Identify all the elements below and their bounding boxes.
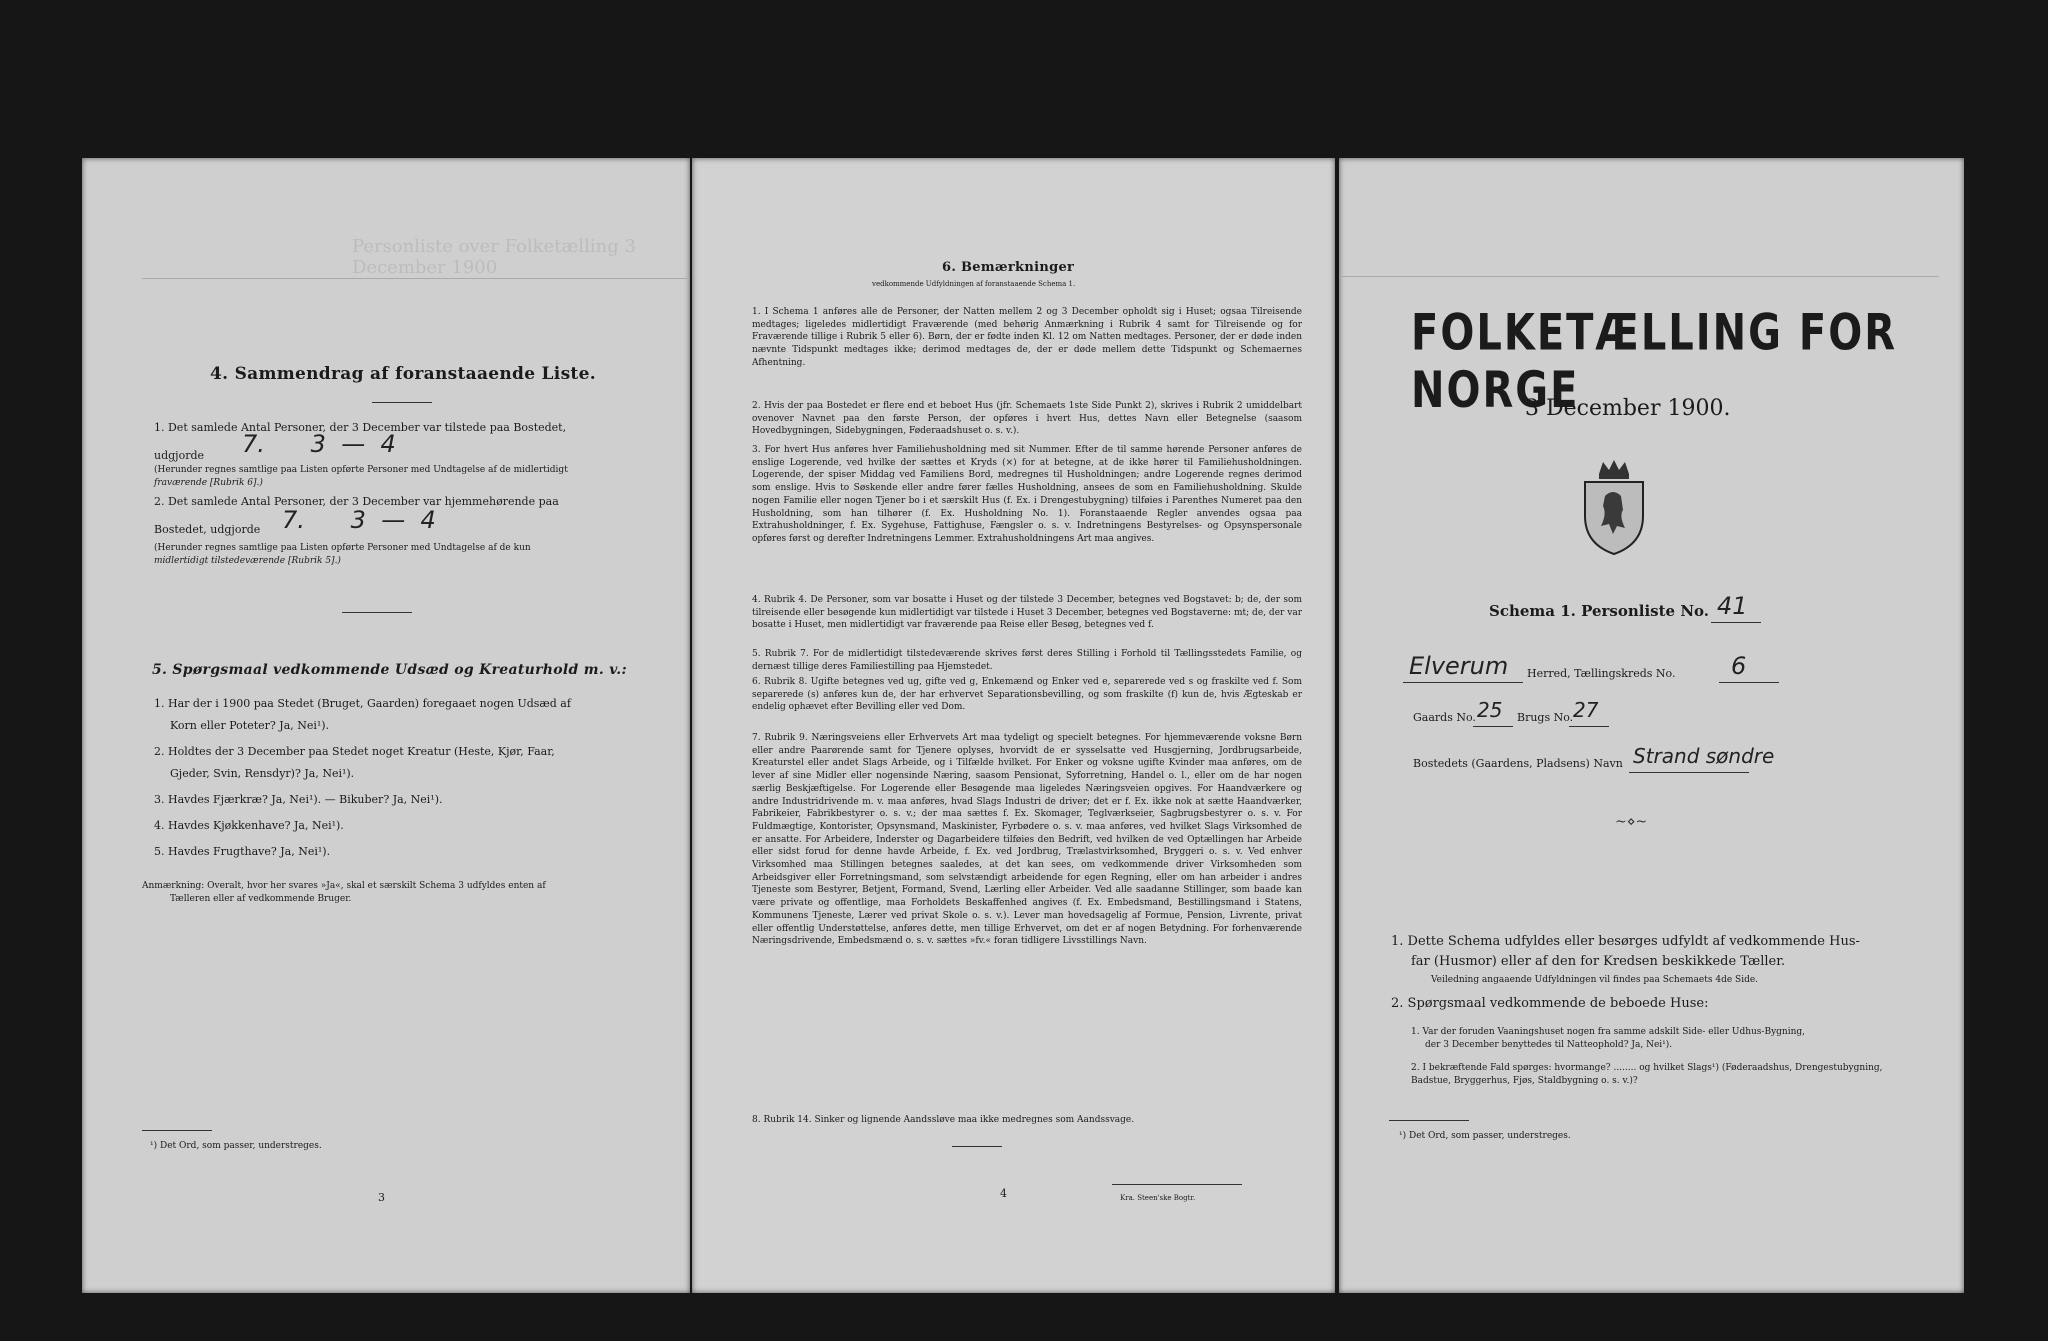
- page-number: 4: [1000, 1187, 1007, 1200]
- underline: [1719, 682, 1779, 683]
- remarks-subtitle: vedkommende Udfyldningen af foranstaaende Schema 1.: [872, 280, 1076, 288]
- gaards-label: Gaards No.: [1413, 711, 1476, 724]
- instruction2-2: 2. I bekræftende Fald spørges: hvormange? ........ og hvilket Slags¹) (Føderaadshus, Drengestubygning, Badstue, Bryggerhus, Fjøs, Staldbygning o. s. v.)?: [1411, 1063, 1883, 1086]
- remark-item-5: 5. Rubrik 7. For de midlertidigt tilstedeværende skrives først deres Stilling i Forhold til Tællingsstedets Familie, og dernæst tillige deres Familiestilling paa Hjemstedet.: [752, 649, 1302, 672]
- item1-note2: fraværende [Rubrik 6].): [154, 478, 263, 488]
- underline: [1711, 622, 1761, 623]
- section5-title: 5. Spørgsmaal vedkommende Udsæd og Kreaturhold m. v.:: [152, 662, 627, 678]
- remarks-title: 6. Bemærkninger: [942, 260, 1075, 275]
- printer-mark: Kra. Steen'ske Bogtr.: [1120, 1194, 1196, 1202]
- instruction2-1-line2: der 3 December benyttedes til Natteophold? Ja, Nei¹).: [1425, 1040, 1673, 1050]
- schema-handwritten-number: 41: [1717, 592, 1748, 620]
- left-page: [82, 158, 690, 1293]
- item2-note1: (Herunder regnes samtlige paa Listen opførte Personer med Undtagelse af de kun: [154, 543, 531, 553]
- page-number: 3: [378, 1191, 385, 1204]
- herred-label: Herred, Tællingskreds No.: [1527, 667, 1676, 680]
- right-page: [1339, 158, 1964, 1293]
- printer-rule: [1112, 1184, 1242, 1185]
- footnote-rule: [1389, 1120, 1469, 1121]
- gaards-handwritten: 25: [1477, 698, 1503, 722]
- q5: 5. Havdes Frugthave? Ja, Nei¹).: [154, 845, 331, 858]
- item2-line1: 2. Det samlede Antal Personer, der 3 December var hjemmehørende paa: [154, 495, 559, 508]
- kreds-handwritten: 6: [1731, 652, 1747, 680]
- section4-title: 4. Sammendrag af foranstaaende Liste.: [210, 364, 596, 384]
- instruction2-1-line1: 1. Var der foruden Vaaningshuset nogen fra samme adskilt Side- eller Udhus-Bygning,: [1411, 1027, 1806, 1037]
- annotation-line2: Tælleren eller af vedkommende Bruger.: [170, 894, 352, 904]
- item2-line2-prefix: Bostedet, udgjorde: [154, 523, 261, 536]
- q1-line1: 1. Har der i 1900 paa Stedet (Bruget, Gaarden) foregaaet nogen Udsæd af: [154, 697, 571, 710]
- remark-item-7: 7. Rubrik 9. Næringsveiens eller Erhvervets Art maa tydeligt og specielt betegnes. For hjemmeværende voksne Børn eller andre Paarørende samt for Tjenere oplyses, hvorvidt de er sysselsatte ved Husgjerning, Jordbrugsarbeide, Kreaturstel eller andet Slags Arbeide, og i Tilfælde hvilket. For Enker og voksne ugifte Kvinder maa anføres, om de lever af sine Midler eller nogensinde Næring, saasom Pensionat, Syforretning, Handel o. l., eller om de har nogen særlig Beskjæftigelse. For Logerende eller Besøgende maa ligeledes Næringsveien opgives. For Haandværkere og andre Industridrivende m. v. maa anføres, hvad Slags Industri de driver; det er f. Ex. ikke nok at sætte Haandværker, Fabrikeier, Fabrikbestyrer o. s. v.; der maa sættes f. Ex. Skomager, Teglværkseier, Sagbrugsbestyrer o. s. v. For Fuldmægtige, Kontorister, Opsynsmand, Maskinister, Fyrbødere o. s. v. maa anføres, ved hvilket Slags Virksomhed de er ansatte. For Arbeidere, Inderster og Dagarbeidere tilføies den Bedrift, ved hvilken de ved Optællingen har Arbeide eller sidst forud for denne havde Arbeide, f. Ex. ved Jordbrug, Trælastvirksomhed, Bryggeri o. s. v. Ved enhver Virksomhed maa Stillingen betegnes saaledes, at det kan sees, om vedkommende driver Virksomheden som Arbeidsgiver eller Forretningsmand, som selvstændigt arbeidende for egen Regning, eller om han arbeider i andres Tjeneste som Bestyrer, Betjent, Formand, Svend, Lærling eller Arbeider. Ved alle saadanne Stillinger, som baade kan være private og offentlige, maa Forholdets Beskaffenhed angives (f. Ex. Embedsmand, Bestillingsmand i Statens, Kommunens Tjeneste, Lærer ved privat Skole o. s. v.). Lever man hovedsagelig af Formue, Pension, Livrente, privat eller offentlig Understøttelse, anføres dette, men tillige Erhvervet, om det er af nogen Betydning. For forhenværende Næringsdrivende, Embedsmænd o. s. v. sættes »fv.« foran tidligere Livsstillings Navn.: [752, 733, 1302, 947]
- divider: [952, 1146, 1002, 1147]
- instruction1-line1: 1. Dette Schema udfyldes eller besørges udfyldt af vedkommende Hus-: [1391, 934, 1860, 949]
- q3: 3. Havdes Fjærkræ? Ja, Nei¹). — Bikuber? Ja, Nei¹).: [154, 793, 443, 806]
- form-title: FOLKETÆLLING FOR NORGE: [1411, 304, 1898, 420]
- item2-note2: midlertidigt tilstedeværende [Rubrik 5].): [154, 556, 341, 566]
- instruction1-note: Veiledning angaaende Udfyldningen vil findes paa Schemaets 4de Side.: [1431, 975, 1759, 985]
- bosted-label: Bostedets (Gaardens, Pladsens) Navn: [1413, 757, 1623, 770]
- middle-page: [692, 158, 1335, 1293]
- instruction2: 2. Spørgsmaal vedkommende de beboede Huse:: [1391, 996, 1709, 1011]
- remark-item-6: 6. Rubrik 8. Ugifte betegnes ved ug, gifte ved g, Enkemænd og Enker ved e, separerede ved s og fraskilte ved f. Som separerede (s) anføres kun de, der har erhvervet Separationsbevilling, og som fraskilte (f) kun de, hvis Ægteskab er endelig ophævet efter Bevilling eller ved Dom.: [752, 677, 1302, 713]
- item1-line2-prefix: udgjorde: [154, 449, 205, 462]
- bosted-handwritten: Strand søndre: [1633, 744, 1775, 768]
- form-date: 3 December 1900.: [1525, 396, 1731, 421]
- q1-line2: Korn eller Poteter? Ja, Nei¹).: [170, 719, 330, 732]
- remark-item-1: 1. I Schema 1 anføres alle de Personer, der Natten mellem 2 og 3 December opholdt sig i Huset; ogsaa Tilreisende medtages; ligeledes midlertidigt Fraværende (med behørig Anmærkning i Rubrik 4 samt for Tilreisende og for Fraværende tillige i Rubrik 5 eller 6). Børn, der er fødte inden Kl. 12 om Natten medtages. Personer, der er døde inden nævnte Tidspunkt medtages ikke; derimod medtages de, der er døde mellem dette Tidspunkt og Schemaernes Afhentning.: [752, 307, 1302, 368]
- coat-of-arms-icon: [1579, 458, 1649, 558]
- annotation-line1: Anmærkning: Overalt, hvor her svares »Ja«, skal et særskilt Schema 3 udfyldes enten af: [142, 881, 546, 891]
- divider: [372, 402, 432, 403]
- herred-handwritten: Elverum: [1409, 652, 1509, 680]
- footnote: ¹) Det Ord, som passer, understreges.: [150, 1141, 322, 1151]
- remark-item-8: 8. Rubrik 14. Sinker og lignende Aandssløve maa ikke medregnes som Aandssvage.: [752, 1115, 1135, 1125]
- underline: [1569, 726, 1609, 727]
- footnote: ¹) Det Ord, som passer, understreges.: [1399, 1131, 1571, 1141]
- item1-line1: 1. Det samlede Antal Personer, der 3 December var tilstede paa Bostedet,: [154, 421, 567, 434]
- remark-item-4: 4. Rubrik 4. De Personer, som var bosatte i Huset og der tilstede 3 December, betegnes ved Bogstavet: b; de, der som tilreisende eller besøgende kun midlertidigt var tilstede i Huset 3 December, betegnes ved Bogstaverne: mt; de, der var bosatte i Huset, men midlertidigt var fraværende paa Reise eller Besøg, betegnes ved f.: [752, 595, 1302, 631]
- q4: 4. Havdes Kjøkkenhave? Ja, Nei¹).: [154, 819, 344, 832]
- item1-handwritten-count: 7. 3 — 4: [242, 430, 396, 458]
- remark-item-2: 2. Hvis der paa Bostedet er flere end et beboet Hus (jfr. Schemaets 1ste Side Punkt 2), skrives i Rubrik 2 umiddelbart ovenover Navnet paa den første Person, der opføres i hvert Hus, dettes Navn eller Betegnelse (saasom Hovedbygningen, Sidebygningen, Føderaadshuset o. s. v.).: [752, 401, 1302, 437]
- item2-handwritten-count: 7. 3 — 4: [282, 506, 436, 534]
- item1-note1: (Herunder regnes samtlige paa Listen opførte Personer med Undtagelse af de midlertidigt: [154, 465, 568, 475]
- underline: [1473, 726, 1513, 727]
- ornament-divider: ~⋄~: [1615, 814, 1648, 830]
- brugs-label: Brugs No.: [1517, 711, 1574, 724]
- top-rule: [1339, 276, 1939, 277]
- faint-rule: [142, 278, 690, 279]
- q2-line2: Gjeder, Svin, Rensdyr)? Ja, Nei¹).: [170, 767, 355, 780]
- instruction1-line2: far (Husmor) eller af den for Kredsen beskikkede Tæller.: [1411, 954, 1786, 969]
- remark-item-3: 3. For hvert Hus anføres hver Familiehusholdning med sit Nummer. Efter de til samme hørende Personer anføres de enslige Logerende, ved hvilke der sættes et Kryds (×) for at betegne, at de ikke hører til Familiehusholdningen. Logerende, der spiser Middag ved Familiens Bord, medregnes til Husholdningen; andre Logerende regnes derimod som enslige. Hvis to Søskende eller andre fører fælles Husholdning, ansees de som en Familiehusholdning. Skulde nogen Familie eller nogen Tjener bo i et særskilt Hus (f. Ex. i Drengestubygning) tilføies i Parenthes Numeret paa den Husholdning, som han tilhører (f. Ex. Husholdning No. 1). Foranstaaende Regler anvendes ogsaa paa Extrahusholdninger, f. Ex. Sygehuse, Fattighuse, Fængsler o. s. v. Indretningens Bestyrelses- og Opsynspersonale opføres først og derefter Indretningens Lemmer. Extrahusholdningens Art maa angives.: [752, 445, 1302, 544]
- q2-line1: 2. Holdtes der 3 December paa Stedet noget Kreatur (Heste, Kjør, Faar,: [154, 745, 555, 758]
- brugs-handwritten: 27: [1573, 698, 1599, 722]
- schema-label: Schema 1. Personliste No.: [1489, 602, 1709, 620]
- underline: [1629, 772, 1749, 773]
- divider: [342, 612, 412, 613]
- footnote-rule: [142, 1130, 212, 1131]
- faint-header: Personliste over Folketælling 3 December 1900: [352, 236, 636, 278]
- underline: [1403, 682, 1523, 683]
